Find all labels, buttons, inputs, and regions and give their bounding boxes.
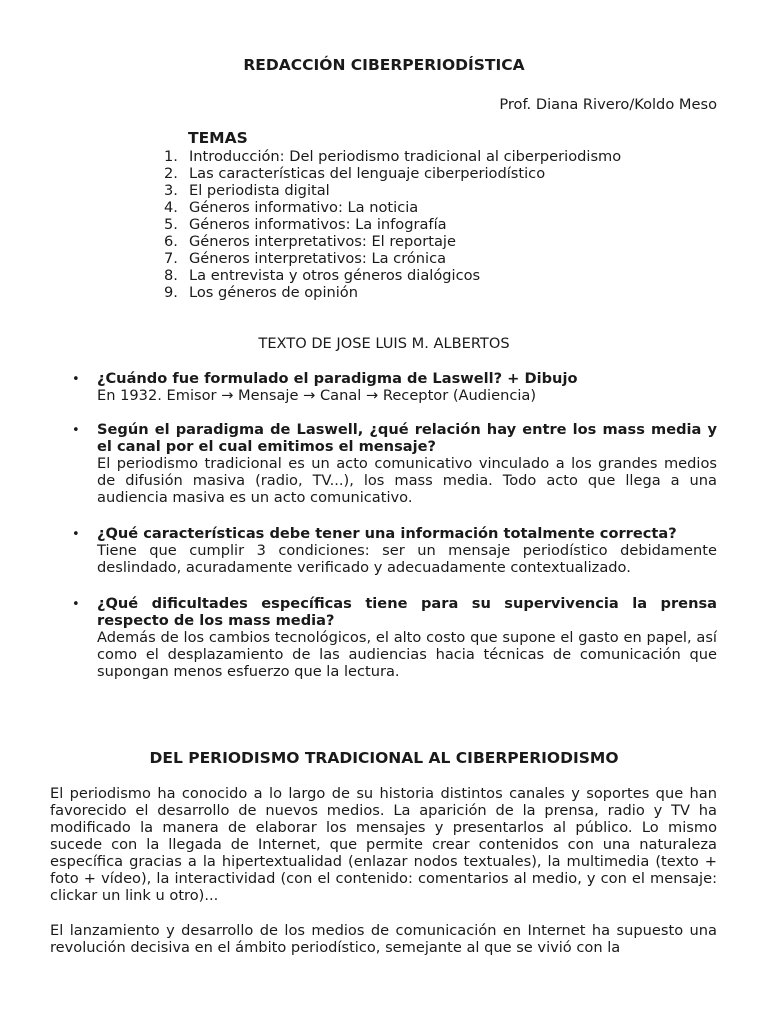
list-number: 9. <box>164 284 178 301</box>
qa-item <box>97 525 717 576</box>
list-number: 5. <box>164 216 178 233</box>
question-text: ¿Qué características debe tener una información totalmente correcta? <box>97 525 677 542</box>
list-item <box>164 199 724 216</box>
list-number: 6. <box>164 233 178 250</box>
qa-item <box>97 370 717 404</box>
list-text: Géneros interpretativos: El reportaje <box>189 233 456 250</box>
list-item <box>164 233 724 250</box>
question-text: Según el paradigma de Laswell, ¿qué relación hay entre los mass media y el canal por el cual emitimos el mensaje? <box>97 421 717 455</box>
list-item <box>164 165 724 182</box>
document-title: REDACCIÓN CIBERPERIODÍSTICA <box>243 56 525 74</box>
list-item <box>164 267 724 284</box>
body-paragraph: El periodismo ha conocido a lo largo de su historia distintos canales y soportes que han favorecido el desarrollo de nuevos medios. La aparición de la prensa, radio y TV ha modificado la manera de elaborar los mensajes y presentarlos al público. Lo mismo sucede con la llegada de Internet, que permite crear contenidos con una naturaleza específica gracias a la hipertextualidad (enlazar nodos textuales), la multimedia (texto + foto + vídeo), la interactividad (con el contenido: comentarios al medio, y con el mensaje: clickar un link u otro)... <box>50 785 717 904</box>
list-text: La entrevista y otros géneros dialógicos <box>189 267 481 284</box>
list-text: Introducción: Del periodismo tradicional al ciberperiodismo <box>189 148 622 165</box>
list-number: 7. <box>164 250 178 267</box>
answer-text: En 1932. Emisor → Mensaje → Canal → Receptor (Audiencia) <box>97 387 537 404</box>
text-heading: TEXTO DE JOSE LUIS M. ALBERTOS <box>258 335 510 352</box>
topics-list <box>164 148 724 301</box>
qa-item <box>97 595 717 680</box>
body-paragraph: El lanzamiento y desarrollo de los medios de comunicación en Internet ha supuesto una revolución decisiva en el ámbito periodístico, semejante al que se vivió con la <box>50 922 717 956</box>
section-heading: DEL PERIODISMO TRADICIONAL AL CIBERPERIODISMO <box>149 749 619 767</box>
bullet-icon: • <box>72 597 80 612</box>
list-number: 4. <box>164 199 178 216</box>
list-item <box>164 148 724 165</box>
topics-heading: TEMAS <box>188 129 248 147</box>
answer-text: Tiene que cumplir 3 condiciones: ser un mensaje periodístico debidamente deslindado, acuradamente verificado y adecuadamente contextualizado. <box>97 542 717 576</box>
question-text: ¿Cuándo fue formulado el paradigma de Laswell? + Dibujo <box>97 370 578 387</box>
list-number: 8. <box>164 267 178 284</box>
list-number: 2. <box>164 165 178 182</box>
list-text: Géneros informativo: La noticia <box>189 199 419 216</box>
list-text: Las características del lenguaje ciberperiodístico <box>189 165 546 182</box>
list-text: Los géneros de opinión <box>189 284 358 301</box>
list-item <box>164 250 724 267</box>
question-text: ¿Qué dificultades específicas tiene para su supervivencia la prensa respecto de los mass media? <box>97 595 717 629</box>
list-item <box>164 284 724 301</box>
list-text: El periodista digital <box>189 182 330 199</box>
list-text: Géneros informativos: La infografía <box>189 216 447 233</box>
author-line: Prof. Diana Rivero/Koldo Meso <box>499 96 717 113</box>
answer-text: El periodismo tradicional es un acto comunicativo vinculado a los grandes medios de difusión masiva (radio, TV...), los mass media. Todo acto que llega a una audiencia masiva es un acto comunicativo. <box>97 455 717 506</box>
qa-item <box>97 421 717 506</box>
bullet-icon: • <box>72 423 80 438</box>
bullet-icon: • <box>72 372 80 387</box>
list-text: Géneros interpretativos: La crónica <box>189 250 447 267</box>
list-item <box>164 216 724 233</box>
list-number: 1. <box>164 148 178 165</box>
list-number: 3. <box>164 182 178 199</box>
answer-text: Además de los cambios tecnológicos, el alto costo que supone el gasto en papel, así como el desplazamiento de las audiencias hacia técnicas de comunicación que supongan menos esfuerzo que la lectura. <box>97 629 717 680</box>
bullet-icon: • <box>72 527 80 542</box>
list-item <box>164 182 724 199</box>
